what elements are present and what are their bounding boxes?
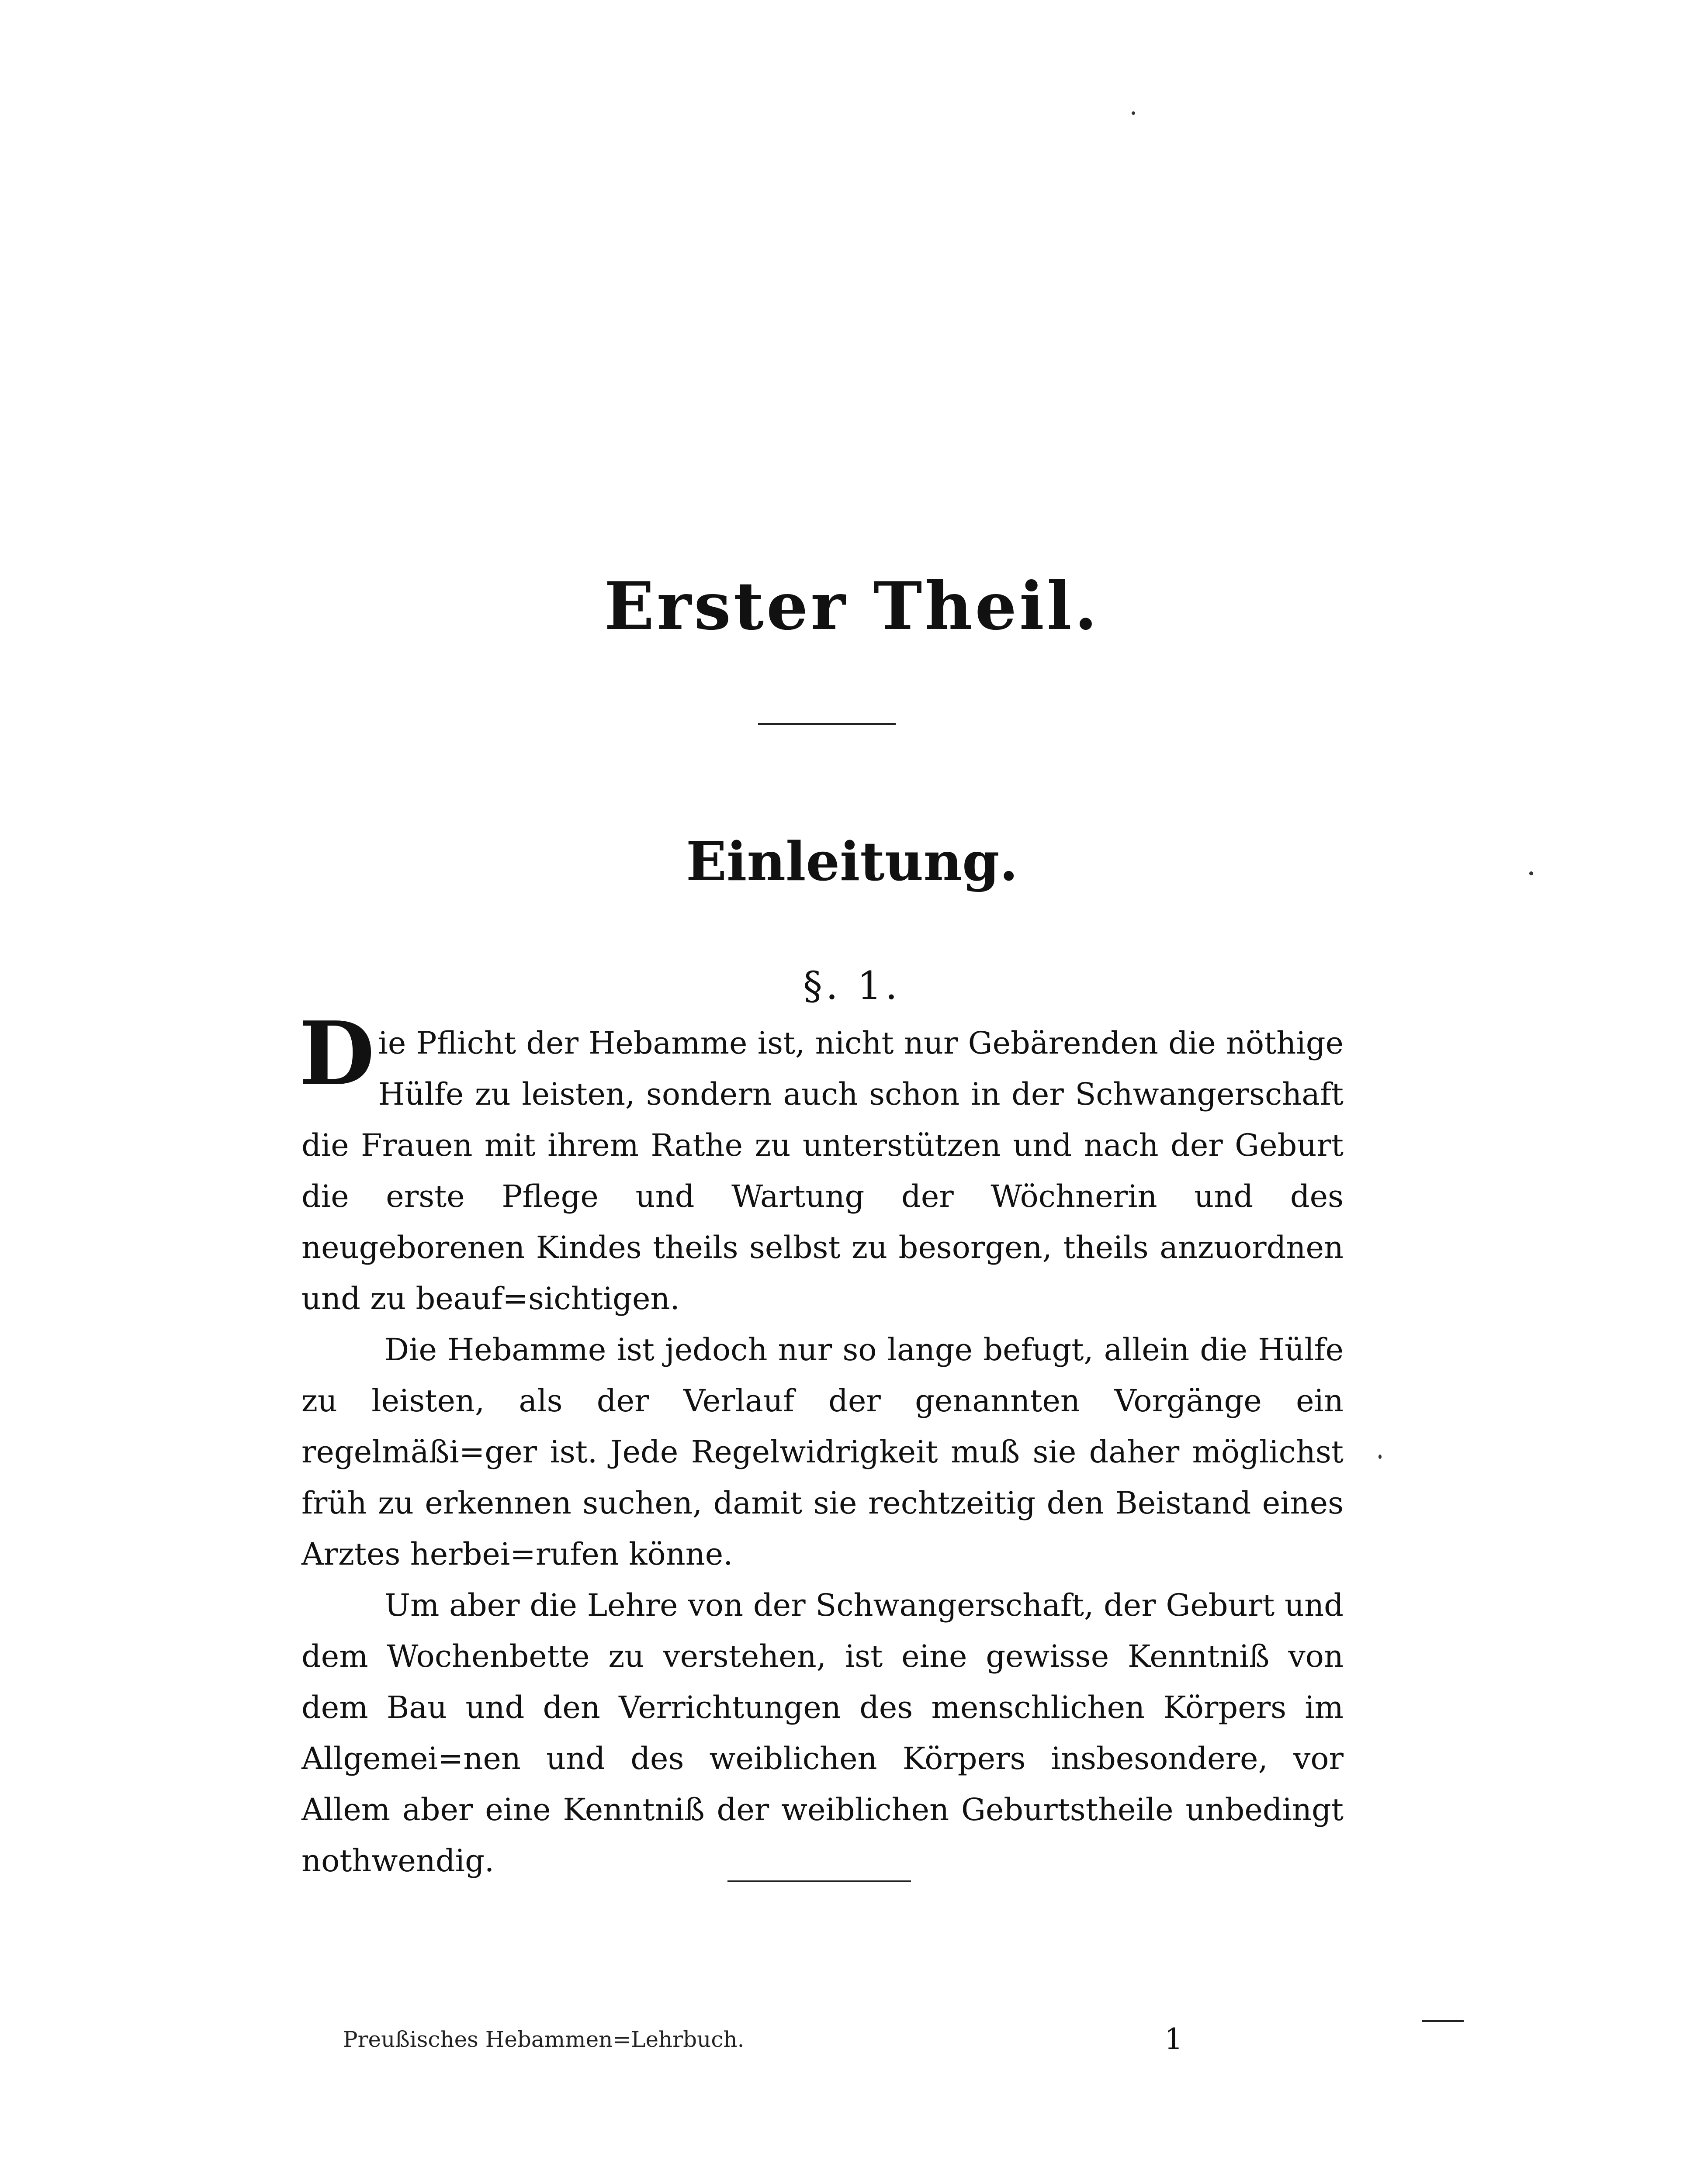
paragraph-2: Die Hebamme ist jedoch nur so lange befugt, allein die Hülfe zu leisten, als der Verlauf der genannten Vorgänge ein regelmäßi=ger ist. Jede Regelwidrigkeit muß sie daher möglichst früh zu erkennen suchen, damit sie rechtzeitig den Beistand eines Arztes herbei=rufen könne. [301, 1332, 1344, 1572]
paragraph-number: §. 1. [803, 963, 901, 1008]
speck-mark [1132, 111, 1135, 115]
edge-mark [1422, 2020, 1464, 2022]
section-title: Einleitung. [686, 830, 1018, 893]
speck-mark [1529, 871, 1533, 875]
drop-cap-initial: D [299, 1002, 375, 1105]
paragraph-3: Um aber die Lehre von der Schwangerschaft, der Geburt und dem Wochenbette zu verstehen, ist eine gewisse Kenntniß von dem Bau und den Verrichtungen des menschlichen Körpers im Allgemei=nen und des weiblichen Körpers insbesondere, vor Allem aber eine Kenntniß der weiblichen Geburtstheile unbedingt nothwendig. [301, 1587, 1344, 1879]
speck-mark [1378, 1455, 1382, 1459]
paragraph-1-text: ie Pflicht der Hebamme ist, nicht nur Gebärenden die nöthige Hülfe zu leisten, sondern auch schon in der Schwangerschaft die Frauen mit ihrem Rathe zu unterstützen und nach der Geburt die erste Pflege und Wartung der Wöchnerin und des neugeborenen Kindes theils selbst zu besorgen, theils anzuordnen und zu beauf=sichtigen. [301, 1025, 1344, 1317]
page-number: 1 [1164, 2022, 1183, 2056]
end-divider-rule [727, 1880, 911, 1882]
paragraph-1 [299, 1002, 1344, 1324]
divider-rule [758, 723, 896, 725]
running-title: Preußisches Hebammen=Lehrbuch. [343, 2027, 745, 2052]
body-text [299, 1002, 1344, 1887]
part-title: Erster Theil. [604, 568, 1100, 645]
